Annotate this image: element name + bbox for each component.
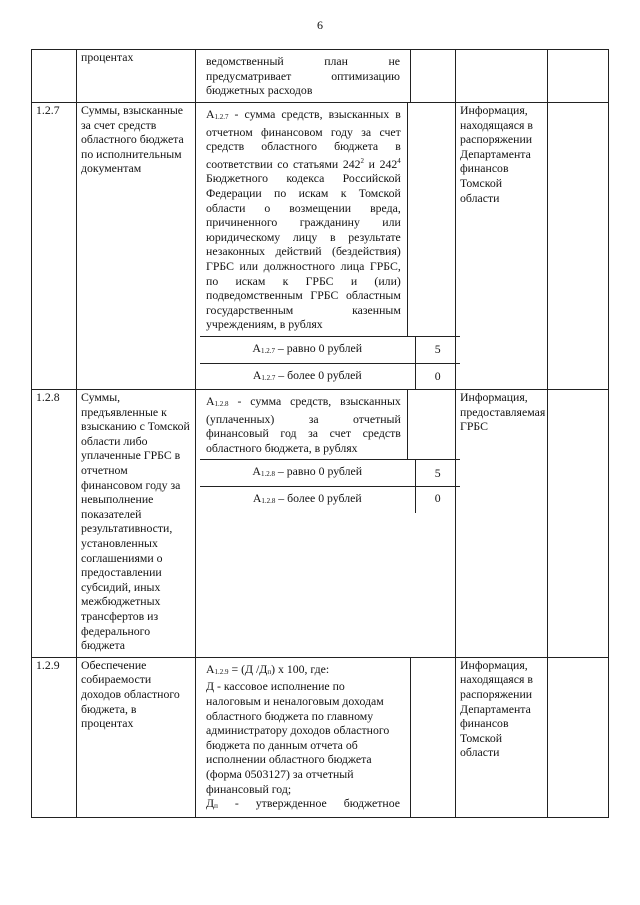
condition-text: $А_{1.2.7}$ – равно 0 рублей xyxy=(200,336,415,363)
score-cell xyxy=(411,657,456,817)
description-cell xyxy=(196,103,456,390)
info-source: Информация, находящаяся в распоряжении Департамента финансов Томской области xyxy=(456,103,548,390)
description-part: Бюджетного кодекса Российской Федерации по искам к Томской области о возмещении вреда, причиненного гражданину или юридическому лицу в результате незаконных действий (бездействия) ГРБС или должностного лица ГРБС, по искам к ГРБС и (или) подведомственным ГРБС областным государственным казенным учреждениям, в рублях xyxy=(206,171,401,332)
condition-row xyxy=(200,336,460,363)
code-cell xyxy=(32,50,77,103)
superscript: 2 xyxy=(360,156,365,165)
indicator-name: процентах xyxy=(77,50,196,103)
condition-table xyxy=(200,459,460,512)
table-row-1-2-7 xyxy=(32,103,609,390)
description-text xyxy=(200,103,407,336)
condition-score: 0 xyxy=(415,363,460,389)
description-cell xyxy=(196,657,411,817)
description-part: - сумма средств, взысканных в отчетном финансовом году за счет средств областного бюджета в соответствии со статьями 242 xyxy=(206,107,401,171)
formula: $А_{1.2.9} = (Д$ $/Д_п$) х 100, где: xyxy=(206,661,330,676)
description-line: предусматривает оптимизацию xyxy=(206,68,400,83)
description-text: $Д_п$ - утвержденное бюджетное xyxy=(206,796,400,811)
table-row-1-2-9 xyxy=(32,657,609,817)
description-text: Д - кассовое исполнение по налоговым и неналоговым доходам областного бюджета по главному администратору доходов областного бюджета по данным отчета об исполнении областного бюджета (форма 0503127) за отчетный финансовый год; xyxy=(206,679,390,796)
superscript: 4 xyxy=(397,156,401,165)
extra-cell xyxy=(548,50,609,103)
description-text xyxy=(200,390,407,459)
condition-table xyxy=(200,336,460,389)
condition-text: $А_{1.2.8}$ – равно 0 рублей xyxy=(200,460,415,487)
description-line: бюджетных расходов xyxy=(206,83,313,98)
condition-row xyxy=(200,460,460,487)
extra-cell xyxy=(548,103,609,390)
indicator-name: Суммы, взысканные за счет средств областного бюджета по исполнительным документам xyxy=(77,103,196,390)
description-cell xyxy=(196,390,456,658)
condition-score: 5 xyxy=(415,336,460,363)
criteria-table xyxy=(31,49,609,818)
info-source: Информация, предоставляемая ГРБС xyxy=(456,390,548,658)
symbol: А xyxy=(206,394,215,409)
symbol-subscript: 1.2.8 xyxy=(214,400,229,409)
condition-row xyxy=(200,487,460,513)
extra-cell xyxy=(548,657,609,817)
row-code: 1.2.7 xyxy=(32,103,77,390)
page-number: 6 xyxy=(317,18,323,32)
description-cell xyxy=(196,50,411,103)
row-code: 1.2.9 xyxy=(32,657,77,817)
table-row-continuation xyxy=(32,50,609,103)
score-cell xyxy=(411,50,456,103)
symbol-subscript: 1.2.7 xyxy=(214,113,229,121)
condition-score: 5 xyxy=(415,460,460,487)
info-source: Информация, находящаяся в распоряжении Департамента финансов Томской области xyxy=(456,657,548,817)
info-cell xyxy=(456,50,548,103)
condition-row xyxy=(200,363,460,389)
indicator-name: Суммы, предъявленные к взысканию с Томской области либо уплаченные ГРБС в отчетном финансовом году за невыполнение показателей результативности, установленных соглашениями о предоставлении субсидий, иных межбюджетных трансфертов из федерального бюджета xyxy=(77,390,196,658)
description-line: ведомственный план не xyxy=(206,54,400,68)
indicator-name: Обеспечение собираемости доходов областного бюджета, в процентах xyxy=(77,657,196,817)
symbol: А xyxy=(206,107,215,121)
condition-score: 0 xyxy=(415,487,460,513)
description-part: - сумма средств, взысканных (уплаченных) за отчетный финансовый год за счет средств областного бюджета, в рублях xyxy=(206,394,401,455)
table-row-1-2-8 xyxy=(32,390,609,658)
condition-text: $А_{1.2.7}$ – более 0 рублей xyxy=(200,363,415,389)
condition-text: $А_{1.2.8}$ – более 0 рублей xyxy=(200,487,415,513)
description-part: и 242 xyxy=(364,156,398,171)
row-code: 1.2.8 xyxy=(32,390,77,658)
extra-cell xyxy=(548,390,609,658)
